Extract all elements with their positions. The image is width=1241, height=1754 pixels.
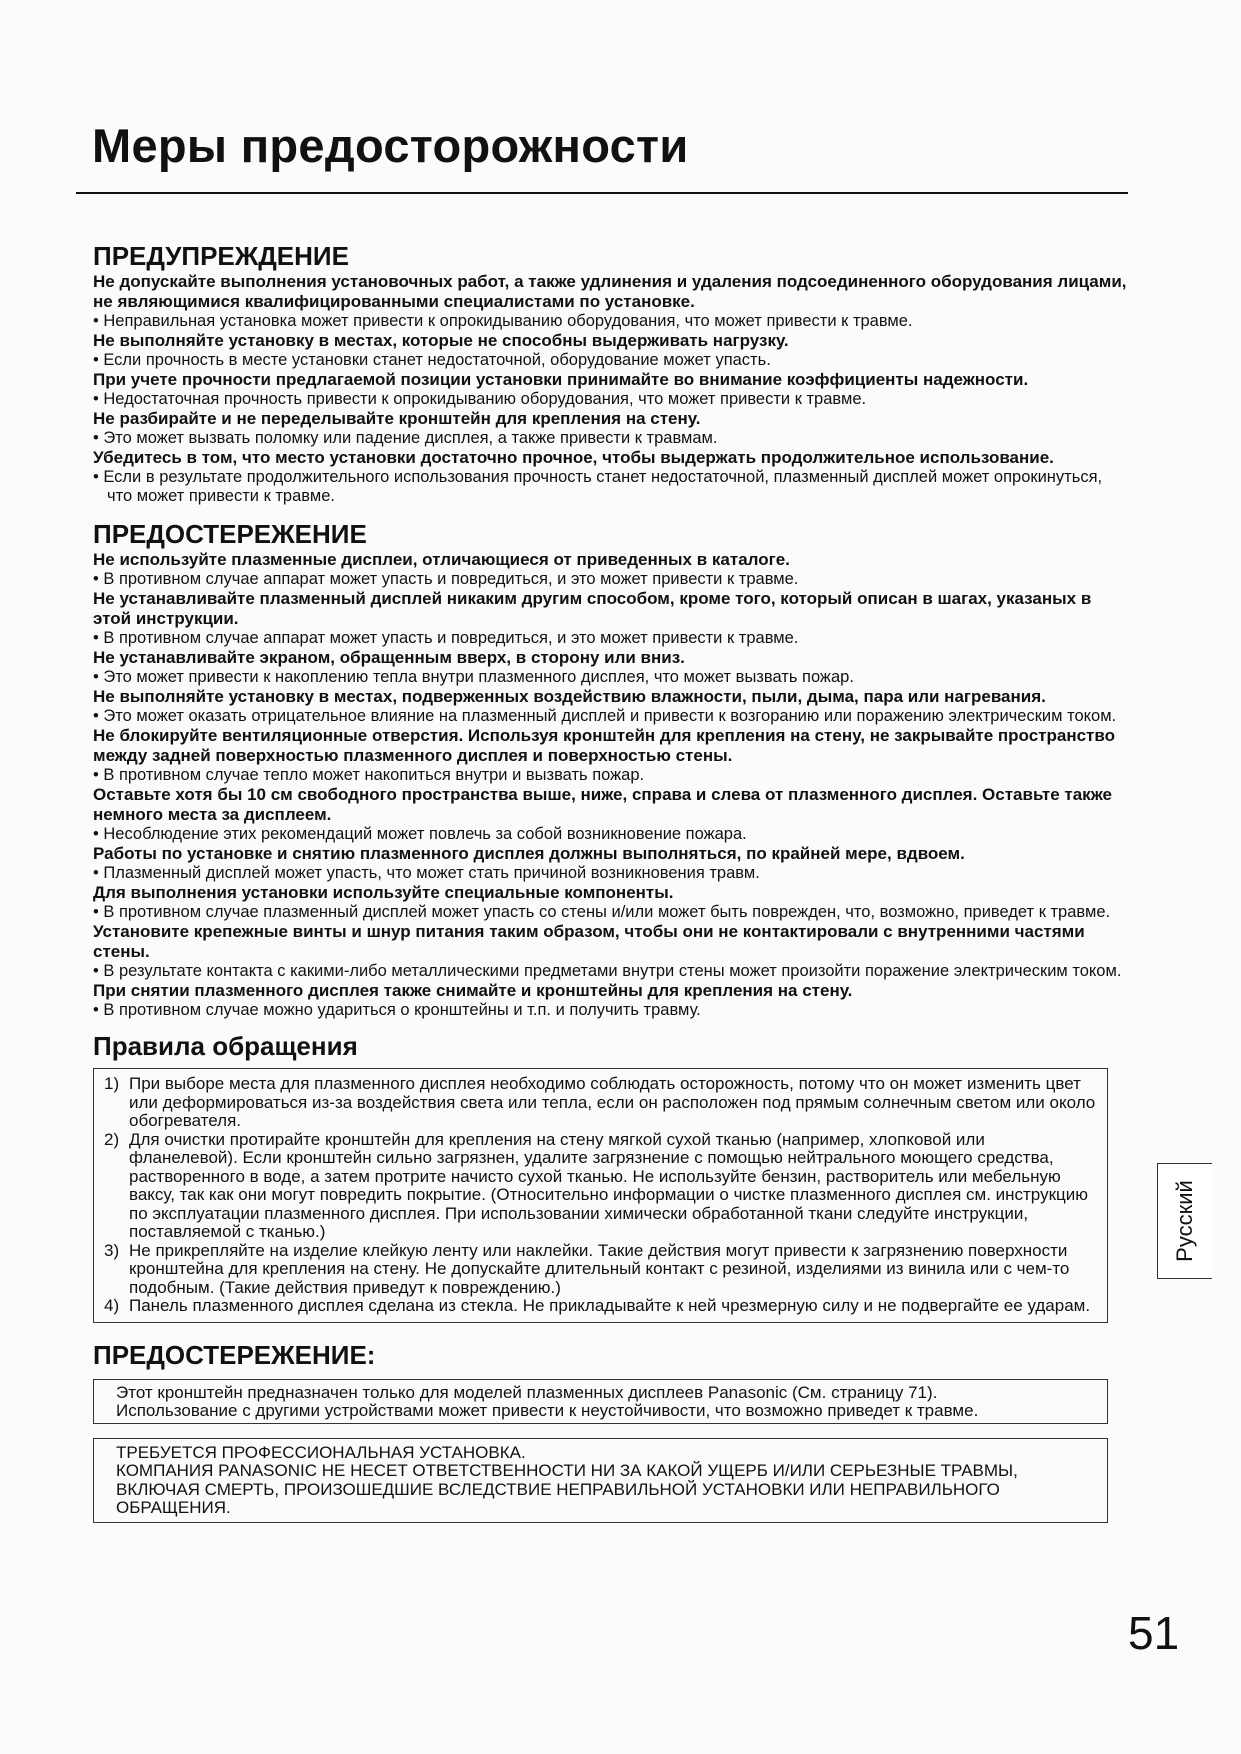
warning-item bbox=[93, 331, 1128, 370]
caution-item-title: Не выполняйте установку в местах, подверженных воздействию влажности, пыли, дыма, пара или нагревания. bbox=[93, 687, 1046, 706]
caution-item-note: • Плазменный дисплей может упасть, что может стать причиной возникновения травм. bbox=[93, 864, 760, 882]
professional-line: ТРЕБУЕТСЯ ПРОФЕССИОНАЛЬНАЯ УСТАНОВКА. bbox=[116, 1442, 526, 1462]
compatibility-warning-box bbox=[93, 1379, 1108, 1424]
caution-item bbox=[93, 589, 1128, 648]
caution-list bbox=[93, 550, 1128, 1020]
warning-heading: ПРЕДУПРЕЖДЕНИЕ bbox=[93, 241, 349, 271]
warning-item bbox=[93, 272, 1128, 331]
warning-item bbox=[93, 370, 1128, 409]
caution-heading: ПРЕДОСТЕРЕЖЕНИЕ bbox=[93, 519, 367, 549]
caution-item-title: При снятии плазменного дисплея также снимайте и кронштейны для крепления на стену. bbox=[93, 981, 853, 1000]
handling-rules-box bbox=[93, 1068, 1108, 1323]
professional-line: КОМПАНИЯ PANASONIC НЕ НЕСЕТ ОТВЕТСТВЕННОСТИ НИ ЗА КАКОЙ УЩЕРБ И/ИЛИ СЕРЬЕЗНЫЕ ТРАВМЫ, ВКЛЮЧАЯ СМЕРТЬ, ПРОИЗОШЕДШИЕ ВСЛЕДСТВИЕ НЕПРАВИЛЬНОЙ УСТАНОВКИ ИЛИ НЕПРАВИЛЬНОГО ОБРАЩЕНИЯ. bbox=[116, 1461, 1018, 1517]
rule-number: 4) bbox=[104, 1296, 120, 1315]
caution-item-title: Не блокируйте вентиляционные отверстия. Используя кронштейн для крепления на стену, не закрывайте пространство между задней поверхностью плазменного дисплея и поверхностью стены. bbox=[93, 726, 1115, 765]
caution-item-note: • Это может привести к накоплению тепла внутри плазменного дисплея, что может вызвать пожар. bbox=[93, 668, 854, 686]
caution-item-note: • В противном случае аппарат может упасть и повредиться, и это может привести к травме. bbox=[93, 570, 799, 588]
handling-rule bbox=[104, 1075, 1097, 1131]
caution-item-note: • В противном случае тепло может накопиться внутри и вызвать пожар. bbox=[93, 766, 645, 784]
rule-number: 2) bbox=[104, 1129, 120, 1149]
caution-item-title: Не устанавливайте экраном, обращенным вверх, в сторону или вниз. bbox=[93, 648, 685, 667]
handling-rule bbox=[104, 1242, 1097, 1298]
caution-item bbox=[93, 726, 1128, 785]
caution-item-note: • В противном случае аппарат может упасть и повредиться, и это может привести к травме. bbox=[93, 629, 799, 647]
caution-item-title: Не используйте плазменные дисплеи, отличающиеся от приведенных в каталоге. bbox=[93, 550, 790, 569]
warning-item-note: • Это может вызвать поломку или падение дисплея, а также привести к травмам. bbox=[93, 429, 718, 447]
caution-item bbox=[93, 922, 1128, 981]
caution-item bbox=[93, 844, 1128, 883]
warning-item-title: Не разбирайте и не переделывайте кронштейн для крепления на стену. bbox=[93, 409, 701, 428]
warning-item-title: Не выполняйте установку в местах, которые не способны выдерживать нагрузку. bbox=[93, 331, 789, 350]
professional-install-box bbox=[93, 1438, 1108, 1523]
caution-item bbox=[93, 550, 1128, 589]
caution-item bbox=[93, 981, 1128, 1020]
caution-item-title: Установите крепежные винты и шнур питания таким образом, чтобы они не контактировали с внутренними частями стены. bbox=[93, 922, 1085, 961]
caution-item-note: • В противном случае можно удариться о кронштейны и т.п. и получить травму. bbox=[93, 1001, 701, 1019]
page-title: Меры предосторожности bbox=[92, 119, 689, 172]
warning-item-note: • Если в результате продолжительного использования прочность станет недостаточной, плазменный дисплей может опрокинуться, что может привести к травме. bbox=[93, 468, 1103, 505]
warning-item-title: Не допускайте выполнения установочных работ, а также удлинения и удаления подсоединенного оборудования лицами, не являющимися квалифицированными специалистами по установке. bbox=[93, 272, 1127, 311]
language-tab-label: Русский bbox=[1172, 1180, 1197, 1262]
rule-text: Не прикрепляйте на изделие клейкую ленту или наклейки. Такие действия могут привести к загрязнению поверхности кронштейна для крепления на стену. Не допускайте длительный контакт с резиной, изделиями из винила или с чем-то подобным. (Такие действия приведут к повреждению.) bbox=[129, 1240, 1070, 1297]
caution-item-title: Работы по установке и снятию плазменного дисплея должны выполняться, по крайней мере, вдвоем. bbox=[93, 844, 965, 863]
caution-item-note: • В противном случае плазменный дисплей может упасть со стены и/или может быть поврежден, что, возможно, приведет к травме. bbox=[93, 903, 1111, 921]
warning-item bbox=[93, 409, 1128, 448]
rule-text: Для очистки протирайте кронштейн для крепления на стену мягкой сухой тканью (например, хлопковой или фланелевой). Если кронштейн сильно загрязнен, удалите загрязнение с помощью нейтрального моющего средства, растворенного в воде, а затем протрите начисто сухой тканью. Не используйте бензин, растворитель или мебельную ваксу, так как они могут повредить покрытие. (Относительно информации о чистке плазменного дисплея см. инструкцию по эксплуатации плазменного дисплея. При использовании химически обработанной ткани следуйте инструкции, поставляемой с тканью.) bbox=[129, 1129, 1088, 1241]
caution-item bbox=[93, 687, 1128, 726]
caution-item bbox=[93, 648, 1128, 687]
handling-rule bbox=[104, 1297, 1097, 1316]
rule-number: 3) bbox=[104, 1240, 120, 1260]
caution-item bbox=[93, 883, 1128, 922]
rule-text: Панель плазменного дисплея сделана из стекла. Не прикладывайте к ней чрезмерную силу и не подвергайте ее ударам. bbox=[129, 1296, 1091, 1315]
caution2-heading: ПРЕДОСТЕРЕЖЕНИЕ: bbox=[93, 1339, 376, 1370]
warning-list bbox=[93, 272, 1128, 506]
warning-item-title: Убедитесь в том, что место установки достаточно прочное, чтобы выдержать продолжительное использование. bbox=[93, 448, 1054, 467]
caution-item-note: • В результате контакта с какими-либо металлическими предметами внутри стены может произойти поражение электрическим током. bbox=[93, 962, 1122, 980]
warning-item-note: • Недостаточная прочность привести к опрокидыванию оборудования, что может привести к травме. bbox=[93, 390, 867, 408]
title-divider bbox=[76, 192, 1128, 194]
caution-item bbox=[93, 785, 1128, 844]
compatibility-line: Этот кронштейн предназначен только для моделей плазменных дисплеев Panasonic (См. страницу 71). bbox=[116, 1382, 938, 1402]
rule-number: 1) bbox=[104, 1074, 120, 1093]
rule-text: При выборе места для плазменного дисплея необходимо соблюдать осторожность, потому что он может изменить цвет или деформироваться из-за воздействия света или тепла, если он расположен под прямым солнечным светом или около обогревателя. bbox=[129, 1074, 1096, 1130]
caution-item-title: Не устанавливайте плазменный дисплей никаким другим способом, кроме того, который описан в шагах, указаных в этой инструкции. bbox=[93, 589, 1092, 628]
warning-item bbox=[93, 448, 1128, 506]
warning-item-note: • Если прочность в месте установки станет недостаточной, оборудование может упасть. bbox=[93, 351, 771, 369]
content bbox=[93, 240, 1128, 1523]
handling-heading: Правила обращения bbox=[93, 1031, 358, 1061]
page-number: 51 bbox=[1128, 1607, 1180, 1659]
caution-item-note: • Несоблюдение этих рекомендаций может повлечь за собой возникновение пожара. bbox=[93, 825, 747, 843]
caution-item-note: • Это может оказать отрицательное влияние на плазменный дисплей и привести к возгоранию или поражению электрическим током. bbox=[93, 707, 1117, 725]
caution-item-title: Для выполнения установки используйте специальные компоненты. bbox=[93, 883, 674, 902]
caution-item-title: Оставьте хотя бы 10 см свободного пространства выше, ниже, справа и слева от плазменного дисплея. Оставьте также немного места за дисплеем. bbox=[93, 785, 1112, 824]
compatibility-line: Использование с другими устройствами может привести к неустойчивости, что возможно приведет к травме. bbox=[116, 1401, 979, 1420]
warning-item-note: • Неправильная установка может привести к опрокидыванию оборудования, что может привести к травме. bbox=[93, 312, 913, 330]
language-tab bbox=[1157, 1163, 1212, 1279]
handling-rule bbox=[104, 1131, 1097, 1242]
warning-item-title: При учете прочности предлагаемой позиции установки принимайте во внимание коэффициенты надежности. bbox=[93, 370, 1029, 389]
